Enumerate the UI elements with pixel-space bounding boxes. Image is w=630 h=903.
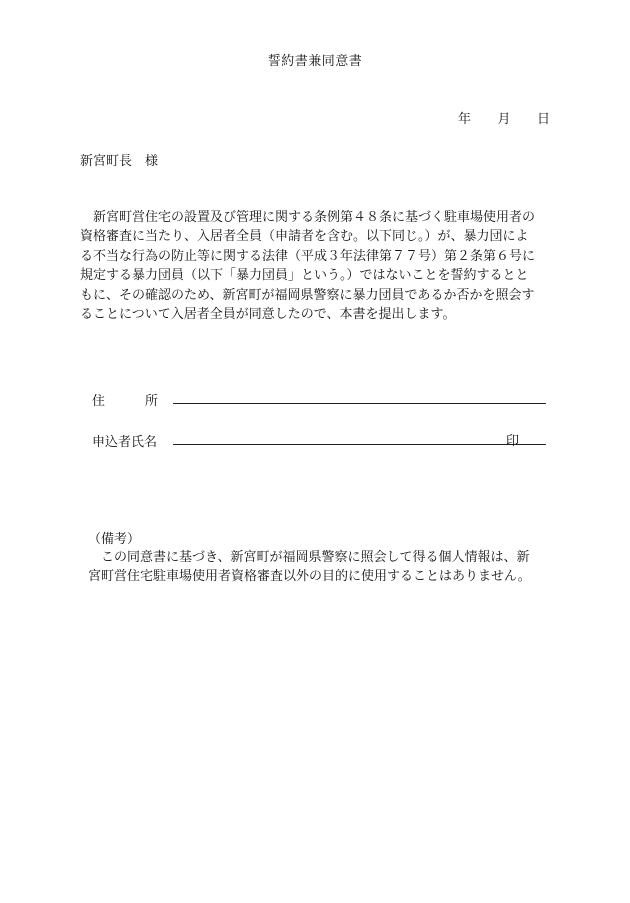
seal-mark: 印 <box>506 434 520 449</box>
address-label-char: 住 <box>92 394 106 409</box>
remarks-line: この同意書に基づき、新宮町が福岡県警察に照会して得る個人情報は、新 <box>88 550 530 565</box>
body-line: 資格審査に当たり、入居者全員（申請者を含む。以下同じ。）が、暴力団によ <box>80 229 529 245</box>
pledge-body <box>80 208 552 324</box>
address-label <box>92 390 158 409</box>
body-line: 新宮町営住宅の設置及び管理に関する条例第４８条に基づく駐車場使用者の <box>80 210 536 225</box>
day-label: 日 <box>536 112 550 127</box>
address-label-char: 所 <box>144 394 158 409</box>
remarks-line: 宮町営住宅駐車場使用者資格審査以外の目的に使用することはありません。 <box>88 569 531 585</box>
year-label: 年 <box>458 112 472 127</box>
body-line: る不当な行為の防止等に関する法律（平成３年法律第７７号）第２条第６号に <box>80 248 536 264</box>
remarks-body <box>88 548 558 587</box>
body-line: 規定する暴力団員（以下「暴力団員」という。）ではないことを誓約するとと <box>80 268 529 284</box>
addressee: 新宮町長 様 <box>80 154 159 169</box>
applicant-name-field[interactable] <box>173 444 546 445</box>
date-line <box>458 108 550 127</box>
applicant-name-label: 申込者氏名 <box>92 435 158 450</box>
body-line: もに、その確認のため、新宮町が福岡県警察に暴力団員であるか否かを照会す <box>80 287 535 303</box>
remarks-title: （備考） <box>88 532 141 547</box>
document-title: 誓約書兼同意書 <box>267 54 363 69</box>
address-field[interactable] <box>173 403 546 404</box>
month-label: 月 <box>497 112 511 127</box>
body-line: ることについて入居者全員が同意したので、本書を提出します。 <box>80 307 456 323</box>
